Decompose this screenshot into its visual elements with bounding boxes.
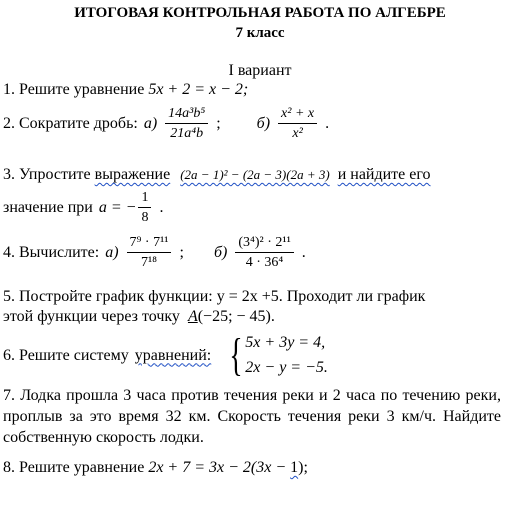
task-4 <box>3 234 306 271</box>
task-5-line2-prefix: этой функции через точку <box>3 308 180 325</box>
task-3-line-2 <box>3 189 163 226</box>
grade-label: 7 класс <box>235 25 285 41</box>
task-8-underlined-digit: 1 <box>290 459 299 476</box>
task-2-b-fraction <box>278 105 317 142</box>
task-4-a-label: а) <box>105 244 119 261</box>
task-2-b-suffix: . <box>325 115 330 132</box>
task-2 <box>3 105 329 142</box>
system-equation-2: 2x − y = −5. <box>245 359 328 376</box>
system-brace-icon: { <box>229 329 243 380</box>
task-2-b-numerator: x² + x <box>278 105 317 124</box>
task-4-a-denominator: 7¹⁸ <box>140 255 158 270</box>
task-4-b-denominator: 4 · 36⁴ <box>245 255 284 270</box>
system-equations <box>245 333 328 377</box>
task-1 <box>3 80 248 99</box>
task-5-line-1: 5. Постройте график функции: y = 2x +5. Проходит ли график <box>3 288 426 305</box>
task-4-a-fraction <box>127 234 172 271</box>
task-2-a-fraction <box>165 105 208 142</box>
task-5-point-coords: (−25; − 45). <box>197 308 275 325</box>
task-3-frac-denominator: 8 <box>141 210 149 225</box>
task-6 <box>3 330 328 380</box>
task-3-end: . <box>159 199 164 216</box>
task-1-equation: 5x + 2 = x − 2; <box>148 81 249 98</box>
task-2-b-denominator: x² <box>292 126 303 141</box>
system-equation-1: 5x + 3y = 4, <box>245 334 326 351</box>
task-2-a-label: а) <box>143 115 158 132</box>
task-1-prefix: 1. Решите уравнение <box>3 81 145 98</box>
task-3-frac-numerator: 1 <box>138 189 151 208</box>
task-2-a-suffix: ; <box>216 115 221 132</box>
task-4-b-label: б) <box>213 244 228 261</box>
task-8 <box>3 458 308 477</box>
task-3-fraction <box>138 189 151 226</box>
task-3-line2-prefix: значение при <box>3 199 93 216</box>
task-4-a-suffix: ; <box>179 244 184 261</box>
task-2-prefix: 2. Сократите дробь: <box>3 115 138 132</box>
task-5-line-2 <box>3 307 275 326</box>
task-6-underlined-word: уравнений: <box>134 346 212 364</box>
task-8-equation-start: 2x + 7 = 3x − 2(3x − <box>148 459 287 476</box>
task-3-suffix: и найдите его <box>337 166 431 183</box>
task-5-point-label: А <box>187 308 198 325</box>
task-2-a-denominator: 21a⁴b <box>170 126 204 141</box>
task-2-a-numerator: 14a³b⁵ <box>165 105 208 124</box>
task-3-underlined-word: выражение <box>94 166 171 183</box>
task-4-b-suffix: . <box>301 244 306 261</box>
task-3-expression: (2a − 1)² − (2a − 3)(2a + 3) <box>180 167 330 182</box>
task-8-equation-end: ); <box>298 459 308 476</box>
task-8-prefix: 8. Решите уравнение <box>3 459 145 476</box>
task-4-prefix: 4. Вычислите: <box>3 244 100 261</box>
task-3-variable: a = − <box>98 199 137 216</box>
task-6-prefix: 6. Решите систему <box>3 346 129 364</box>
equation-system <box>225 329 328 380</box>
variant-label: I вариант <box>228 62 292 79</box>
task-7: 7. Лодка прошла 3 часа против течения реки и 2 часа по течению реки, проплыв за это время 32 км. Скорость течения реки 3 км/ч. Найдите собственную скорость лодки. <box>3 387 501 446</box>
page-title: ИТОГОВАЯ КОНТРОЛЬНАЯ РАБОТА ПО АЛГЕБРЕ <box>74 5 446 21</box>
task-4-b-fraction <box>235 234 293 271</box>
task-3 <box>3 165 431 184</box>
task-4-b-numerator: (3⁴)² · 2¹¹ <box>235 234 293 253</box>
task-3-prefix: 3. Упростите <box>3 166 91 183</box>
task-4-a-numerator: 7⁹ · 7¹¹ <box>127 234 172 253</box>
task-2-b-label: б) <box>256 115 271 132</box>
